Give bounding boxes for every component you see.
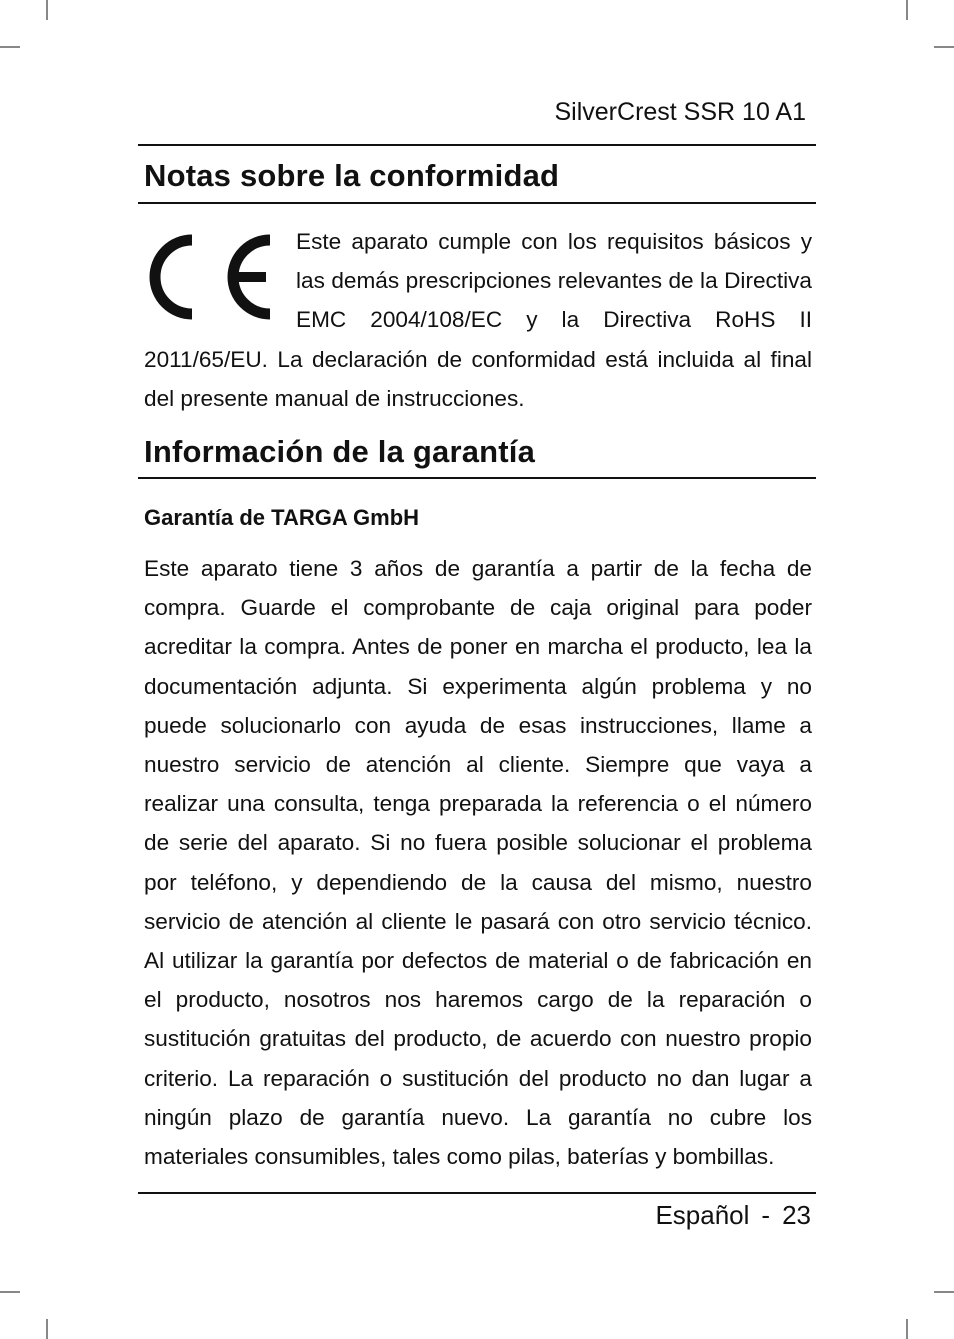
crop-mark (46, 0, 48, 20)
conformity-body: Este aparato cumple con los requisitos básicos y las demás prescripciones relevantes de la Directiva EMC 2004/108/EC y la Directiva RoHS II 2011/65/EU. La declaración de conformidad está incluida al final del presente manual de instrucciones. (144, 229, 812, 411)
footer-rule (138, 1192, 816, 1194)
warranty-subtitle: Garantía de TARGA GmbH (144, 505, 420, 530)
crop-mark (906, 0, 908, 20)
crop-mark (906, 1319, 908, 1339)
crop-mark (934, 1291, 954, 1293)
section-title-conformity: Notas sobre la conformidad (144, 158, 560, 193)
crop-mark (0, 46, 20, 48)
section-rule-warranty (138, 477, 816, 479)
page-number: 23 (782, 1200, 811, 1230)
crop-mark (934, 46, 954, 48)
page-header-model: SilverCrest SSR 10 A1 (554, 98, 806, 126)
header-rule (138, 144, 816, 146)
section-title-warranty: Información de la garantía (144, 434, 536, 469)
footer-separator: - (761, 1200, 771, 1230)
section-rule-conformity (138, 202, 816, 204)
footer-language: Español (655, 1200, 750, 1230)
page-footer (655, 1200, 811, 1231)
crop-mark (46, 1319, 48, 1339)
warranty-body: Este aparato tiene 3 años de garantía a partir de la fecha de compra. Guarde el comprobante de caja original para poder acreditar la compra. Antes de poner en marcha el producto, lea la documentación adjunta. Si experimenta algún problema y no puede solucionarlo con ayuda de esas instrucciones, llame a nuestro servicio de atención al cliente. Siempre que vaya a realizar una consulta, tenga preparada la referencia o el número de serie del aparato. Si no fuera posible solucionar el problema por teléfono, y dependiendo de la causa del mismo, nuestro servicio de atención al cliente le pasará con otro servicio técnico. Al utilizar la garantía por defectos de material o de fabricación en el producto, nosotros nos haremos cargo de la reparación o sustitución gratuitas del producto, de acuerdo con nuestro propio criterio. La reparación o sustitución del producto no dan lugar a ningún plazo de garantía nuevo. La garantía no cubre los materiales consumibles, tales como pilas, baterías y bombillas. (144, 556, 812, 1170)
crop-mark (0, 1291, 20, 1293)
